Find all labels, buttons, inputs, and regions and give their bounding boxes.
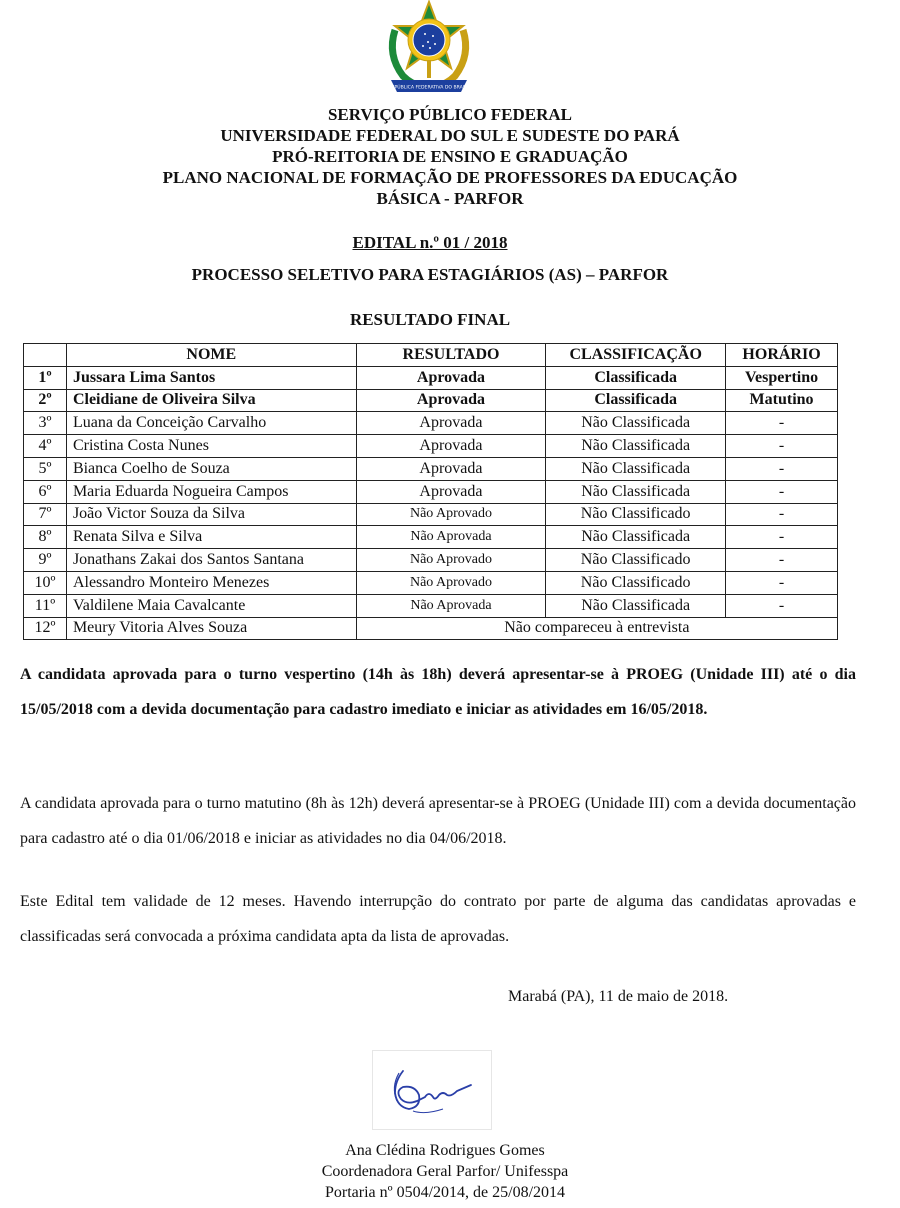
header-line-5: BÁSICA - PARFOR [376, 189, 524, 208]
place-date: Marabá (PA), 11 de maio de 2018. [508, 988, 729, 1005]
table-header-row [24, 344, 838, 367]
header-line-1: SERVIÇO PÚBLICO FEDERAL [327, 105, 573, 124]
paragraph-matutino: A candidata aprovada para o turno matutino (8h às 12h) deverá apresentar-se à PROEG (Unidade III) com a devida documentação para cadastro até o dia 01/06/2018 e iniciar as atividades no dia 04/06/2018. [20, 795, 856, 847]
paragraph-validade: Este Edital tem validade de 12 meses. Havendo interrupção do contrato por parte de alguma das candidatas aprovadas e classificadas será convocada a próxima candidata apta da lista de aprovadas. [20, 893, 856, 945]
table-row-absent: 12º Meury Vitoria Alves Souza Não compareceu à entrevista [24, 617, 838, 640]
paragraph-vespertino: A candidata aprovada para o turno vespertino (14h às 18h) deverá apresentar-se à PROEG (Unidade III) até o dia 15/05/2018 com a devida documentação para cadastro imediato e iniciar as atividades em 16/05/2018. [20, 666, 856, 718]
col-header-classificacao: CLASSIFICAÇÃO [546, 344, 726, 367]
signature-icon [373, 1051, 491, 1129]
results-table [23, 343, 838, 640]
brazil-coat-of-arms-icon [381, 0, 477, 100]
signatory-block [0, 1140, 890, 1203]
table-row: 5º Bianca Coelho de Souza Aprovada Não Classificada - [24, 457, 838, 480]
table-row: 2º Cleidiane de Oliveira Silva Aprovada Classificada Matutino [24, 389, 838, 412]
table-row: 3º Luana da Conceição Carvalho Aprovada Não Classificada - [24, 412, 838, 435]
processo-title: PROCESSO SELETIVO PARA ESTAGIÁRIOS (AS) – PARFOR [191, 265, 669, 284]
table-row: 4º Cristina Costa Nunes Aprovada Não Classificada - [24, 435, 838, 458]
col-header-nome: NOME [66, 344, 356, 367]
header-line-2: UNIVERSIDADE FEDERAL DO SUL E SUDESTE DO PARÁ [220, 126, 680, 145]
table-row: 9º Jonathans Zakai dos Santos Santana Não Aprovado Não Classificado - [24, 549, 838, 572]
table-row: 1º Jussara Lima Santos Aprovada Classificada Vespertino [24, 366, 838, 389]
signature-box [372, 1050, 492, 1130]
signatory-role: Coordenadora Geral Parfor/ Unifesspa [321, 1163, 569, 1180]
col-header-pos [24, 344, 67, 367]
col-header-resultado: RESULTADO [356, 344, 546, 367]
signatory-portaria: Portaria nº 0504/2014, de 25/08/2014 [324, 1184, 566, 1201]
emblem-ribbon-text: REPÚBLICA FEDERATIVA DO BRASIL [388, 85, 470, 91]
document-header [0, 104, 900, 209]
header-line-3: PRÓ-REITORIA DE ENSINO E GRADUAÇÃO [272, 147, 628, 166]
resultado-title: RESULTADO FINAL [349, 310, 511, 329]
table-row: 11º Valdilene Maia Cavalcante Não Aprovada Não Classificada - [24, 594, 838, 617]
table-row: 7º João Victor Souza da Silva Não Aprovado Não Classificado - [24, 503, 838, 526]
table-row: 6º Maria Eduarda Nogueira Campos Aprovada Não Classificada - [24, 480, 838, 503]
table-row: 10º Alessandro Monteiro Menezes Não Aprovado Não Classificado - [24, 571, 838, 594]
table-row: 8º Renata Silva e Silva Não Aprovada Não Classificada - [24, 526, 838, 549]
col-header-horario: HORÁRIO [726, 344, 838, 367]
header-line-4: PLANO NACIONAL DE FORMAÇÃO DE PROFESSORES DA EDUCAÇÃO [162, 168, 738, 187]
edital-number: EDITAL n.º 01 / 2018 [352, 233, 508, 252]
signatory-name: Ana Clédina Rodrigues Gomes [345, 1142, 545, 1159]
